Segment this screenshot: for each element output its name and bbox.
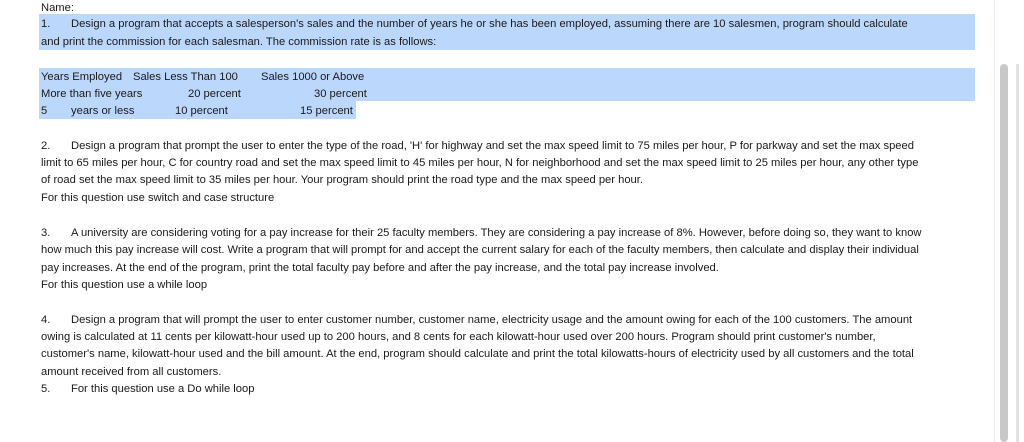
table-row-1-less: 20 percent: [188, 88, 241, 100]
q2-line-4[interactable]: For this question use switch and case structure: [41, 192, 275, 204]
q4-line-3[interactable]: customer's name, kilowatt-hour used and the bill amount. At the end, program should calculate and print the total kilowatts-hours of electricity used by all customers and the total: [41, 348, 914, 360]
name-label: Name:: [41, 2, 74, 14]
table-row-2-less: 10 percent: [175, 105, 228, 117]
table-header-years: Years Employed: [41, 71, 123, 83]
table-row-2-years: years or less: [71, 105, 135, 117]
q1-number: 1.: [41, 18, 51, 30]
vertical-scrollbar-thumb[interactable]: [1000, 64, 1008, 442]
q3-line-3[interactable]: pay increases. At the end of the program, print the total faculty pay before and after the pay increase, and the total pay increase involved.: [41, 262, 719, 274]
q5-line-1[interactable]: For this question use a Do while loop: [71, 383, 255, 395]
scrollbar-edge: [1016, 64, 1019, 442]
q2-number: 2.: [41, 140, 51, 152]
table-row-1-above: 30 percent: [314, 88, 367, 100]
table-header-sales-less: Sales Less Than 100: [133, 71, 238, 83]
q1-line-1[interactable]: Design a program that accepts a salesperson's sales and the number of years he or she has been employed, assuming there are 10 salesmen, program should calculate: [71, 18, 908, 30]
q2-line-3[interactable]: of road set the max speed limit to 35 miles per hour. Your program should print the road type and the max speed per hour.: [41, 174, 643, 186]
q2-line-1[interactable]: Design a program that prompt the user to enter the type of the road, 'H' for highway and set the max speed limit to 75 miles per hour, P for parkway and set the max speed: [71, 140, 914, 152]
table-header-sales-above: Sales 1000 or Above: [261, 71, 365, 83]
table-row-1-years: More than five years: [41, 88, 143, 100]
q4-line-4[interactable]: amount received from all customers.: [41, 366, 222, 378]
q2-line-2[interactable]: limit to 65 miles per hour, C for country road and set the max speed limit to 45 miles per hour, N for neighborhood and set the max speed limit to 25 miles per hour, any other type: [41, 157, 919, 169]
q1-line-2[interactable]: and print the commission for each salesman. The commission rate is as follows:: [41, 36, 437, 48]
q4-line-2[interactable]: owing is calculated at 11 cents per kilowatt-hour used up to 200 hours, and 8 cents for each kilowatt-hour used over 200 hours. Program should print customer's number,: [41, 331, 876, 343]
q3-line-1[interactable]: A university are considering voting for a pay increase for their 25 faculty members. They are considering a pay increase of 8%. However, before doing so, they want to know: [71, 227, 922, 239]
q4-number: 4.: [41, 314, 51, 326]
q5-number: 5.: [41, 383, 51, 395]
vertical-scrollbar-track[interactable]: [994, 0, 1024, 442]
table-row-2-number: 5: [41, 105, 48, 117]
table-row-2-above: 15 percent: [300, 105, 353, 117]
q4-line-1[interactable]: Design a program that will prompt the user to enter customer number, customer name, electricity usage and the amount owing for each of the 100 customers. The amount: [71, 314, 913, 326]
q3-line-2[interactable]: how much this pay increase will cost. Write a program that will prompt for and accept the current salary for each of the faculty members, then calculate and display their individual: [41, 244, 919, 256]
q3-number: 3.: [41, 227, 51, 239]
q3-line-4[interactable]: For this question use a while loop: [41, 279, 208, 291]
